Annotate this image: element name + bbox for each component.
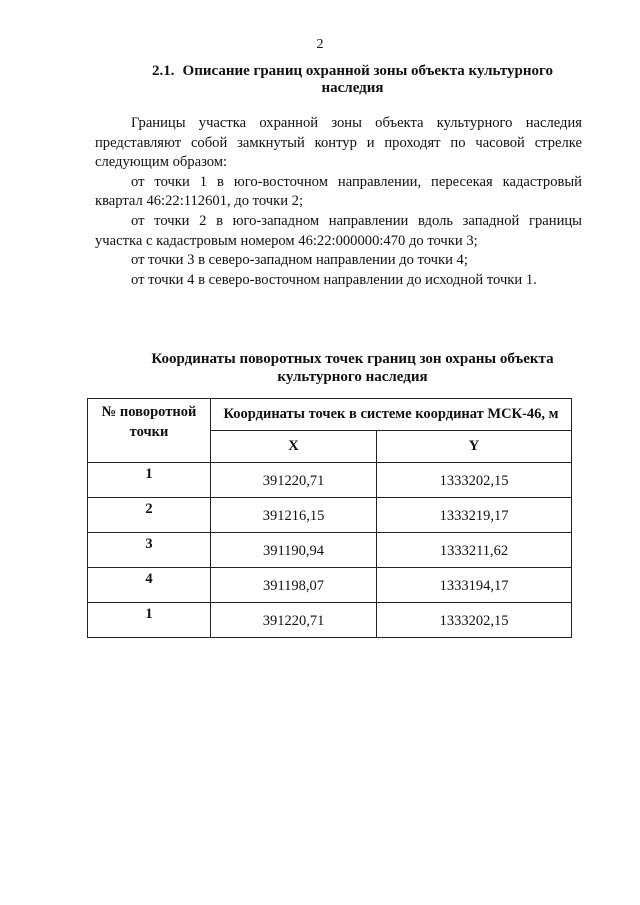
point-number: 2 [88, 498, 211, 533]
paragraph: от точки 4 в северо-восточном направлении до исходной точки 1. [131, 271, 537, 288]
y-coordinate: 1333211,62 [377, 533, 572, 568]
section-number: 2.1. [152, 63, 175, 79]
header-x: X [211, 431, 377, 463]
x-coordinate: 391190,94 [211, 533, 377, 568]
point-number: 3 [88, 533, 211, 568]
y-coordinate: 1333202,15 [377, 463, 572, 498]
page-number: 2 [316, 37, 324, 52]
table-row [88, 533, 572, 568]
x-coordinate: 391220,71 [211, 603, 377, 638]
y-coordinate: 1333194,17 [377, 568, 572, 603]
table-row [88, 498, 572, 533]
point-number: 1 [88, 463, 211, 498]
table-row [88, 603, 572, 638]
paragraph: от точки 2 в юго-западном направлении вдоль западной границы участка с кадастровым номером 46:22:000000:470 до точки 3; [95, 212, 582, 249]
header-point-number: № поворотной точки [88, 399, 211, 463]
y-coordinate: 1333202,15 [377, 603, 572, 638]
table-title: Координаты поворотных точек границ зон охраны объекта культурного наследия [151, 351, 554, 385]
x-coordinate: 391220,71 [211, 463, 377, 498]
paragraph: от точки 3 в северо-западном направлении до точки 4; [131, 252, 468, 269]
boundary-description [95, 114, 582, 290]
table-row [88, 568, 572, 603]
x-coordinate: 391198,07 [211, 568, 377, 603]
y-coordinate: 1333219,17 [377, 498, 572, 533]
section-title-text: Описание границ охранной зоны объекта культурного наследия [182, 63, 553, 96]
x-coordinate: 391216,15 [211, 498, 377, 533]
coordinates-table [87, 398, 572, 638]
header-coordinate-system: Координаты точек в системе координат МСК-46, м [211, 399, 572, 431]
point-number: 4 [88, 568, 211, 603]
section-title [120, 63, 585, 97]
paragraph: от точки 1 в юго-восточном направлении, пересекая кадастровый квартал 46:22:112601, до точки 2; [95, 173, 582, 210]
point-number: 1 [88, 603, 211, 638]
table-row [88, 463, 572, 498]
header-y: Y [377, 431, 572, 463]
paragraph: Границы участка охранной зоны объекта культурного наследия представляют собой замкнутый контур и проходят по часовой стрелке следующим образом: [95, 115, 582, 171]
